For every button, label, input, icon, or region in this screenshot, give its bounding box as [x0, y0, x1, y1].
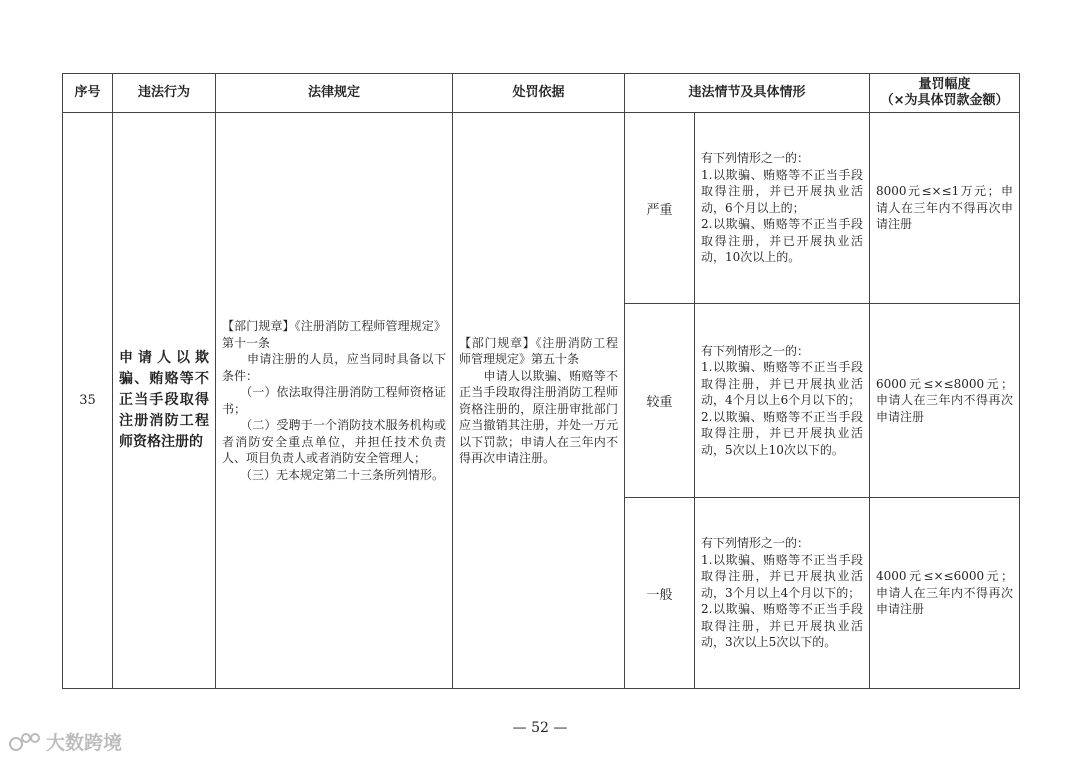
watermark-logo: [8, 728, 122, 755]
level-label: 一般: [625, 498, 695, 689]
row-number: 35: [63, 113, 113, 689]
header-penalty: 量罚幅度 （×为具体罚款金额）: [870, 74, 1020, 113]
level-penalty: 4000元≤×≤6000元；申请人在三年内不得再次申请注册: [870, 498, 1020, 689]
header-basis: 处罚依据: [453, 74, 625, 113]
header-circumstance: 违法情节及具体情形: [625, 74, 870, 113]
legal-provision: 【部门规章】《注册消防工程师管理规定》第十一条 申请注册的人员，应当同时具备以下条件： （一）依法取得注册消防工程师资格证书； （二）受聘于一个消防技术服务机构或者消防安全重点单位，并担任技术负责人、项目负责人或者消防安全管理人； （三）无本规定第二十三条所列情形。: [216, 113, 453, 689]
level-detail: 有下列情形之一的： 1.以欺骗、贿赂等不正当手段取得注册，并已开展执业活动，3个月以上4个月以下的； 2.以欺骗、贿赂等不正当手段取得注册，并已开展执业活动，3次以上5次以下的。: [695, 498, 870, 689]
level-label: 严重: [625, 113, 695, 304]
page-number: — 52 —: [512, 720, 568, 736]
table-row: [63, 113, 1020, 304]
header-act: 违法行为: [113, 74, 216, 113]
level-label: 较重: [625, 304, 695, 498]
watermark-text: 大数跨境: [46, 732, 123, 754]
header-no: 序号: [63, 74, 113, 113]
logo-icon: [8, 731, 42, 753]
level-penalty: 8000元≤×≤1万元；申请人在三年内不得再次申请注册: [870, 113, 1020, 304]
level-penalty: 6000元≤×≤8000元；申请人在三年内不得再次申请注册: [870, 304, 1020, 498]
penalty-table: [62, 73, 1020, 689]
level-detail: 有下列情形之一的： 1.以欺骗、贿赂等不正当手段取得注册，并已开展执业活动，6个月以上的； 2.以欺骗、贿赂等不正当手段取得注册，并已开展执业活动，10次以上的。: [695, 113, 870, 304]
header-row: [63, 74, 1020, 113]
penalty-basis: 【部门规章】《注册消防工程师管理规定》第五十条 申请人以欺骗、贿赂等不正当手段取得注册消防工程师资格注册的，原注册审批部门应当撤销其注册，并处一万元以下罚款；申请人在三年内不得再次申请注册。: [453, 113, 625, 689]
violation-act: 申请人以欺骗、贿赂等不正当手段取得注册消防工程师资格注册的: [113, 113, 216, 689]
level-detail: 有下列情形之一的： 1.以欺骗、贿赂等不正当手段取得注册，并已开展执业活动，4个月以上6个月以下的； 2.以欺骗、贿赂等不正当手段取得注册，并已开展执业活动，5次以上10次以下的。: [695, 304, 870, 498]
header-law: 法律规定: [216, 74, 453, 113]
